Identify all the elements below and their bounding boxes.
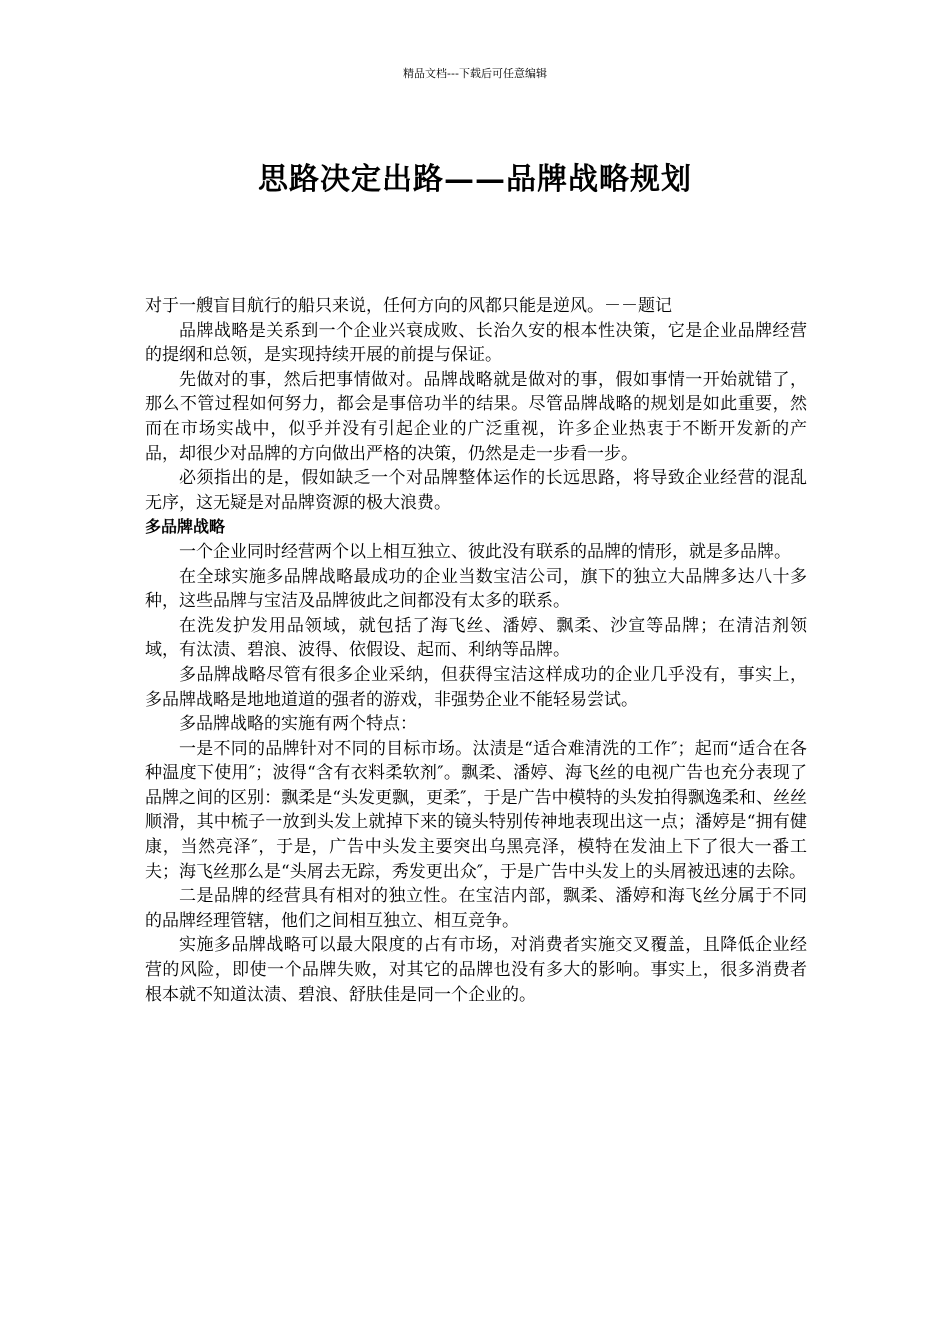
paragraph: 多品牌战略尽管有很多企业采纳，但获得宝洁这样成功的企业几乎没有，事实上，多品牌战略是地地道道的强者的游戏，非强势企业不能轻易尝试。 (145, 664, 807, 710)
paragraph: 先做对的事，然后把事情做对。品牌战略就是做对的事，假如事情一开始就错了，那么不管过程如何努力，都会是事倍功半的结果。尽管品牌战略的规划是如此重要，然而在市场实战中，似乎并没有引起企业的广泛重视，许多企业热衷于不断开发新的产品，却很少对品牌的方向做出严格的决策，仍然是走一步看一步。 (145, 369, 807, 464)
section-heading: 多品牌战略 (145, 517, 226, 537)
paragraph: 一是不同的品牌针对不同的目标市场。汰渍是“适合难清洗的工作″；起而“适合在各种温度下使用″；波得“含有衣料柔软剂″。飘柔、潘婷、海飞丝的电视广告也充分表现了品牌之间的区别：飘柔是“头发更飘，更柔″，于是广告中模特的头发拍得飘逸柔和、丝丝顺滑，其中梳子一放到头发上就掉下来的镜头特别传神地表现出这一点；潘婷是“拥有健康，当然亮泽″，于是，广告中头发主要突出乌黑亮泽，模特在发油上下了很大一番工夫；海飞丝那么是“头屑去无踪，秀发更出众″，于是广告中头发上的头屑被迅速的去除。 (145, 738, 807, 882)
document-title: 思路决定出路——品牌战略规划 (258, 162, 692, 197)
paragraph: 必须指出的是，假如缺乏一个对品牌整体运作的长远思路，将导致企业经营的混乱无序，这无疑是对品牌资源的极大浪费。 (145, 468, 807, 513)
document-body (145, 294, 807, 1007)
paragraph: 在洗发护发用品领域，就包括了海飞丝、潘婷、飘柔、沙宣等品牌；在清洁剂领域，有汰渍、碧浪、波得、依假设、起而、利纳等品牌。 (145, 615, 807, 661)
epigraph: 对于一艘盲目航行的船只来说，任何方向的风都只能是逆风。－－题记 (145, 296, 672, 316)
page-header-note: 精品文档---下载后可任意编辑 (403, 67, 547, 80)
paragraph: 实施多品牌战略可以最大限度的占有市场，对消费者实施交叉覆盖，且降低企业经营的风险，即使一个品牌失败，对其它的品牌也没有多大的影响。事实上，很多消费者根本就不知道汰渍、碧浪、舒肤佳是同一个企业的。 (145, 935, 807, 1005)
paragraph: 品牌战略是关系到一个企业兴衰成败、长治久安的根本性决策，它是企业品牌经营的提纲和总领，是实现持续开展的前提与保证。 (145, 320, 807, 366)
paragraph: 在全球实施多品牌战略最成功的企业当数宝洁公司，旗下的独立大品牌多达八十多种，这些品牌与宝洁及品牌彼此之间都没有太多的联系。 (145, 566, 807, 612)
paragraph: 二是品牌的经营具有相对的独立性。在宝洁内部，飘柔、潘婷和海飞丝分属于不同的品牌经理管辖，他们之间相互独立、相互竞争。 (145, 886, 807, 931)
paragraph: 一个企业同时经营两个以上相互独立、彼此没有联系的品牌的情形，就是多品牌。 (179, 541, 791, 562)
paragraph: 多品牌战略的实施有两个特点： (179, 714, 417, 735)
